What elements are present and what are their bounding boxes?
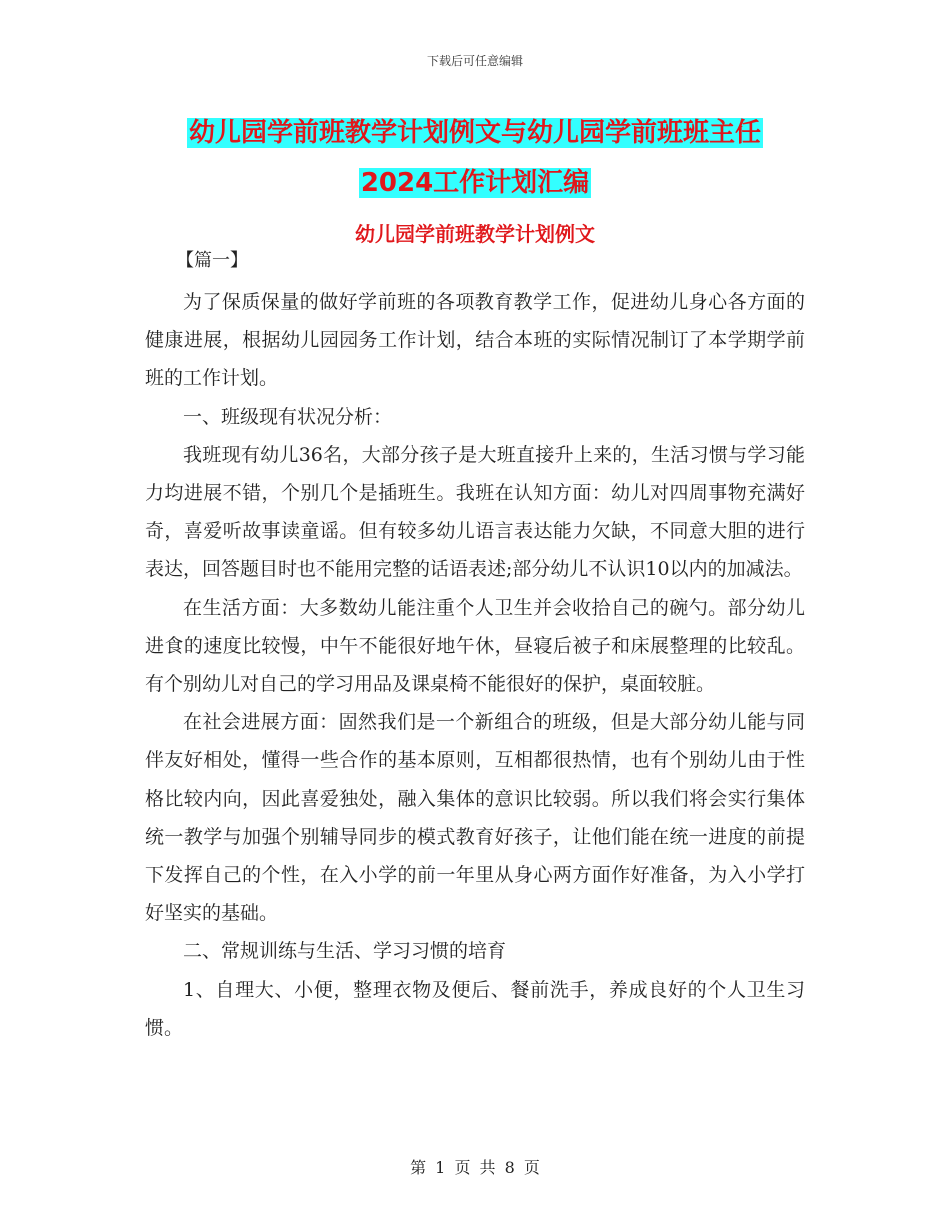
paragraph: 在生活方面：大多数幼儿能注重个人卫生并会收拾自己的碗勺。部分幼儿进食的速度比较慢，中午不能很好地午休，昼寝后被子和床展整理的比较乱。有个别幼儿对自己的学习用品及课桌椅不能很好的保护，桌面较脏。 — [145, 596, 805, 696]
title-line-1: 幼儿园学前班教学计划例文与幼儿园学前班班主任 — [188, 118, 761, 148]
paragraph: 在社会进展方面：固然我们是一个新组合的班级，但是大部分幼儿能与同伴友好相处，懂得一些合作的基本原则，互相都很热情，也有个别幼儿由于性格比较内向，因此喜爱独处，融入集体的意识比较弱。所以我们将会实行集体统一教学与加强个别辅导同步的模式教育好孩子，让他们能在统一进度的前提下发挥自己的个性，在入小学的前一年里从身心两方面作好准备，为入小学打好坚实的基础。 — [145, 711, 805, 925]
title-line-2: 2024工作计划汇编 — [360, 168, 590, 198]
paragraph: 为了保质保量的做好学前班的各项教育教学工作，促进幼儿身心各方面的健康进展，根据幼儿园园务工作计划，结合本班的实际情况制订了本学期学前班的工作计划。 — [145, 291, 805, 390]
section-title: 幼儿园学前班教学计划例文 — [355, 222, 595, 246]
paragraph: 二、常规训练与生活、学习习惯的培育 — [183, 940, 507, 963]
body-text — [145, 283, 805, 1047]
document-title — [0, 108, 950, 208]
paragraph: 1、自理大、小便，整理衣物及便后、餐前洗手，养成良好的个人卫生习惯。 — [145, 978, 805, 1039]
paragraph: 一、班级现有状况分析： — [183, 405, 393, 428]
page-footer: 第 1 页 共 8 页 — [410, 1158, 540, 1177]
paragraph: 我班现有幼儿36名，大部分孩子是大班直接升上来的，生活习惯与学习能力均进展不错，个别几个是插班生。我班在认知方面：幼儿对四周事物充满好奇，喜爱听故事读童谣。但有较多幼儿语言表达能力欠缺，不同意大胆的进行表达，回答题目时也不能用完整的话语表述;部分幼儿不认识10以内的加减法。 — [145, 443, 805, 581]
header-note: 下载后可任意编辑 — [426, 54, 523, 68]
part-label: 【篇一】 — [176, 250, 248, 271]
